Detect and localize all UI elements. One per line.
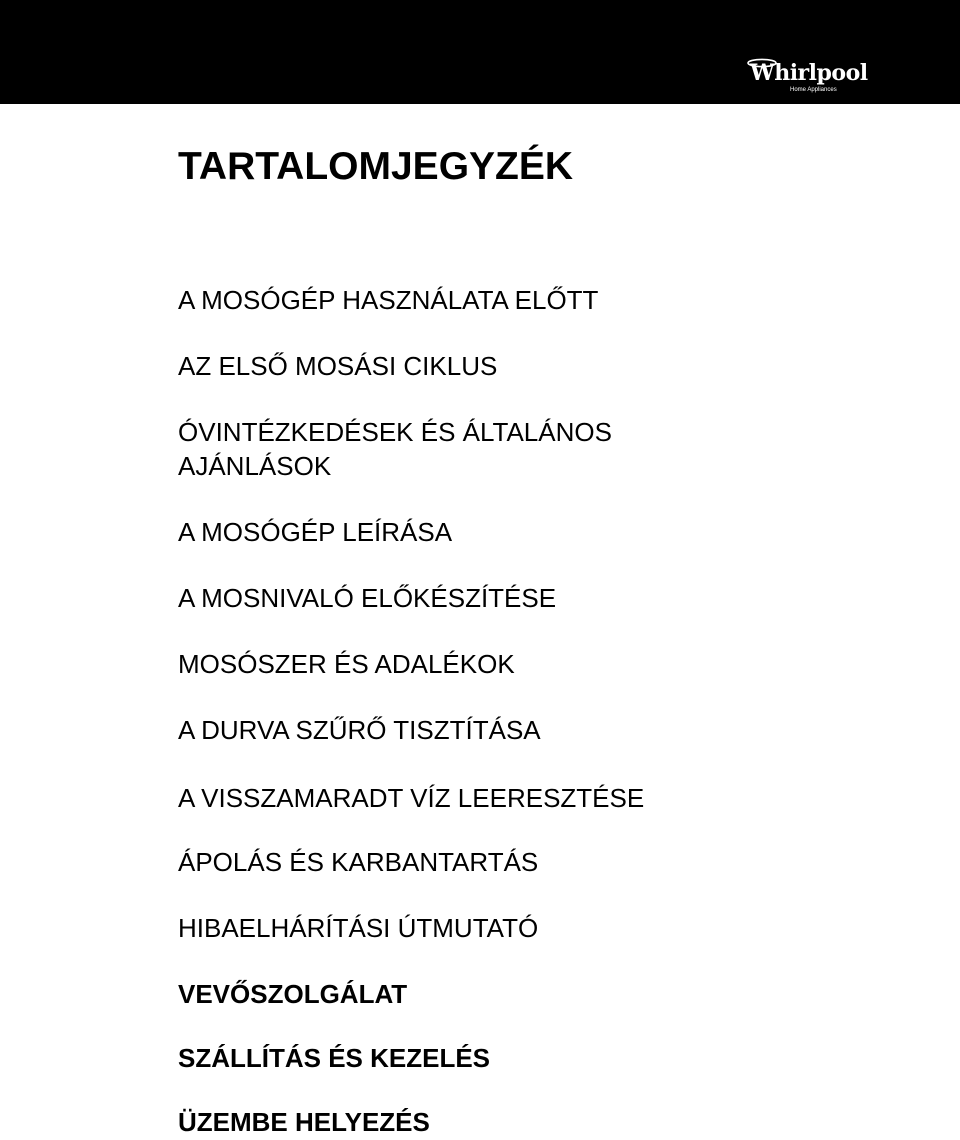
- toc-item: [178, 515, 452, 549]
- toc-item: [178, 911, 538, 945]
- toc-title: TARTALOMJEGYZÉK: [178, 145, 574, 188]
- toc-item-label: AZ ELSŐ MOSÁSI CIKLUS: [178, 351, 498, 381]
- toc-item-label: A MOSÓGÉP HASZNÁLATA ELŐTT: [178, 285, 599, 315]
- toc-item-label: A MOSÓGÉP LEÍRÁSA: [178, 517, 453, 547]
- toc-item-label: SZÁLLÍTÁS ÉS KEZELÉS: [178, 1043, 491, 1073]
- toc-item: [178, 1105, 430, 1139]
- toc-item: [178, 713, 541, 747]
- toc-item: [178, 283, 598, 317]
- toc-item-label: A DURVA SZŰRŐ TISZTÍTÁSA: [178, 715, 541, 745]
- toc-item-label: AJÁNLÁSOK: [178, 451, 332, 481]
- toc-item-label: A VISSZAMARADT VÍZ LEERESZTÉSE: [178, 783, 645, 813]
- toc-item-label: MOSÓSZER ÉS ADALÉKOK: [178, 649, 515, 679]
- toc-item-label: ÓVINTÉZKEDÉSEK ÉS ÁLTALÁNOS: [178, 417, 612, 447]
- toc-item: [178, 349, 497, 383]
- toc-item: [178, 845, 538, 879]
- toc-item: [178, 781, 644, 815]
- toc-item: [178, 581, 556, 615]
- toc-item: [178, 415, 612, 483]
- header-bar: [0, 0, 960, 104]
- logo-tagline: Home Appliances: [790, 87, 837, 93]
- logo-wordmark: Whirlpool: [750, 60, 868, 86]
- toc-item: [178, 1041, 490, 1075]
- toc-item-label: ÁPOLÁS ÉS KARBANTARTÁS: [178, 847, 539, 877]
- toc-item: [178, 647, 515, 681]
- whirlpool-logo: [740, 56, 868, 96]
- toc-item: [178, 977, 407, 1011]
- toc-item-label: HIBAELHÁRÍTÁSI ÚTMUTATÓ: [178, 913, 539, 943]
- toc-item-label: VEVŐSZOLGÁLAT: [178, 979, 408, 1009]
- toc-item-label: ÜZEMBE HELYEZÉS: [178, 1107, 430, 1137]
- toc-item-label: A MOSNIVALÓ ELŐKÉSZÍTÉSE: [178, 583, 557, 613]
